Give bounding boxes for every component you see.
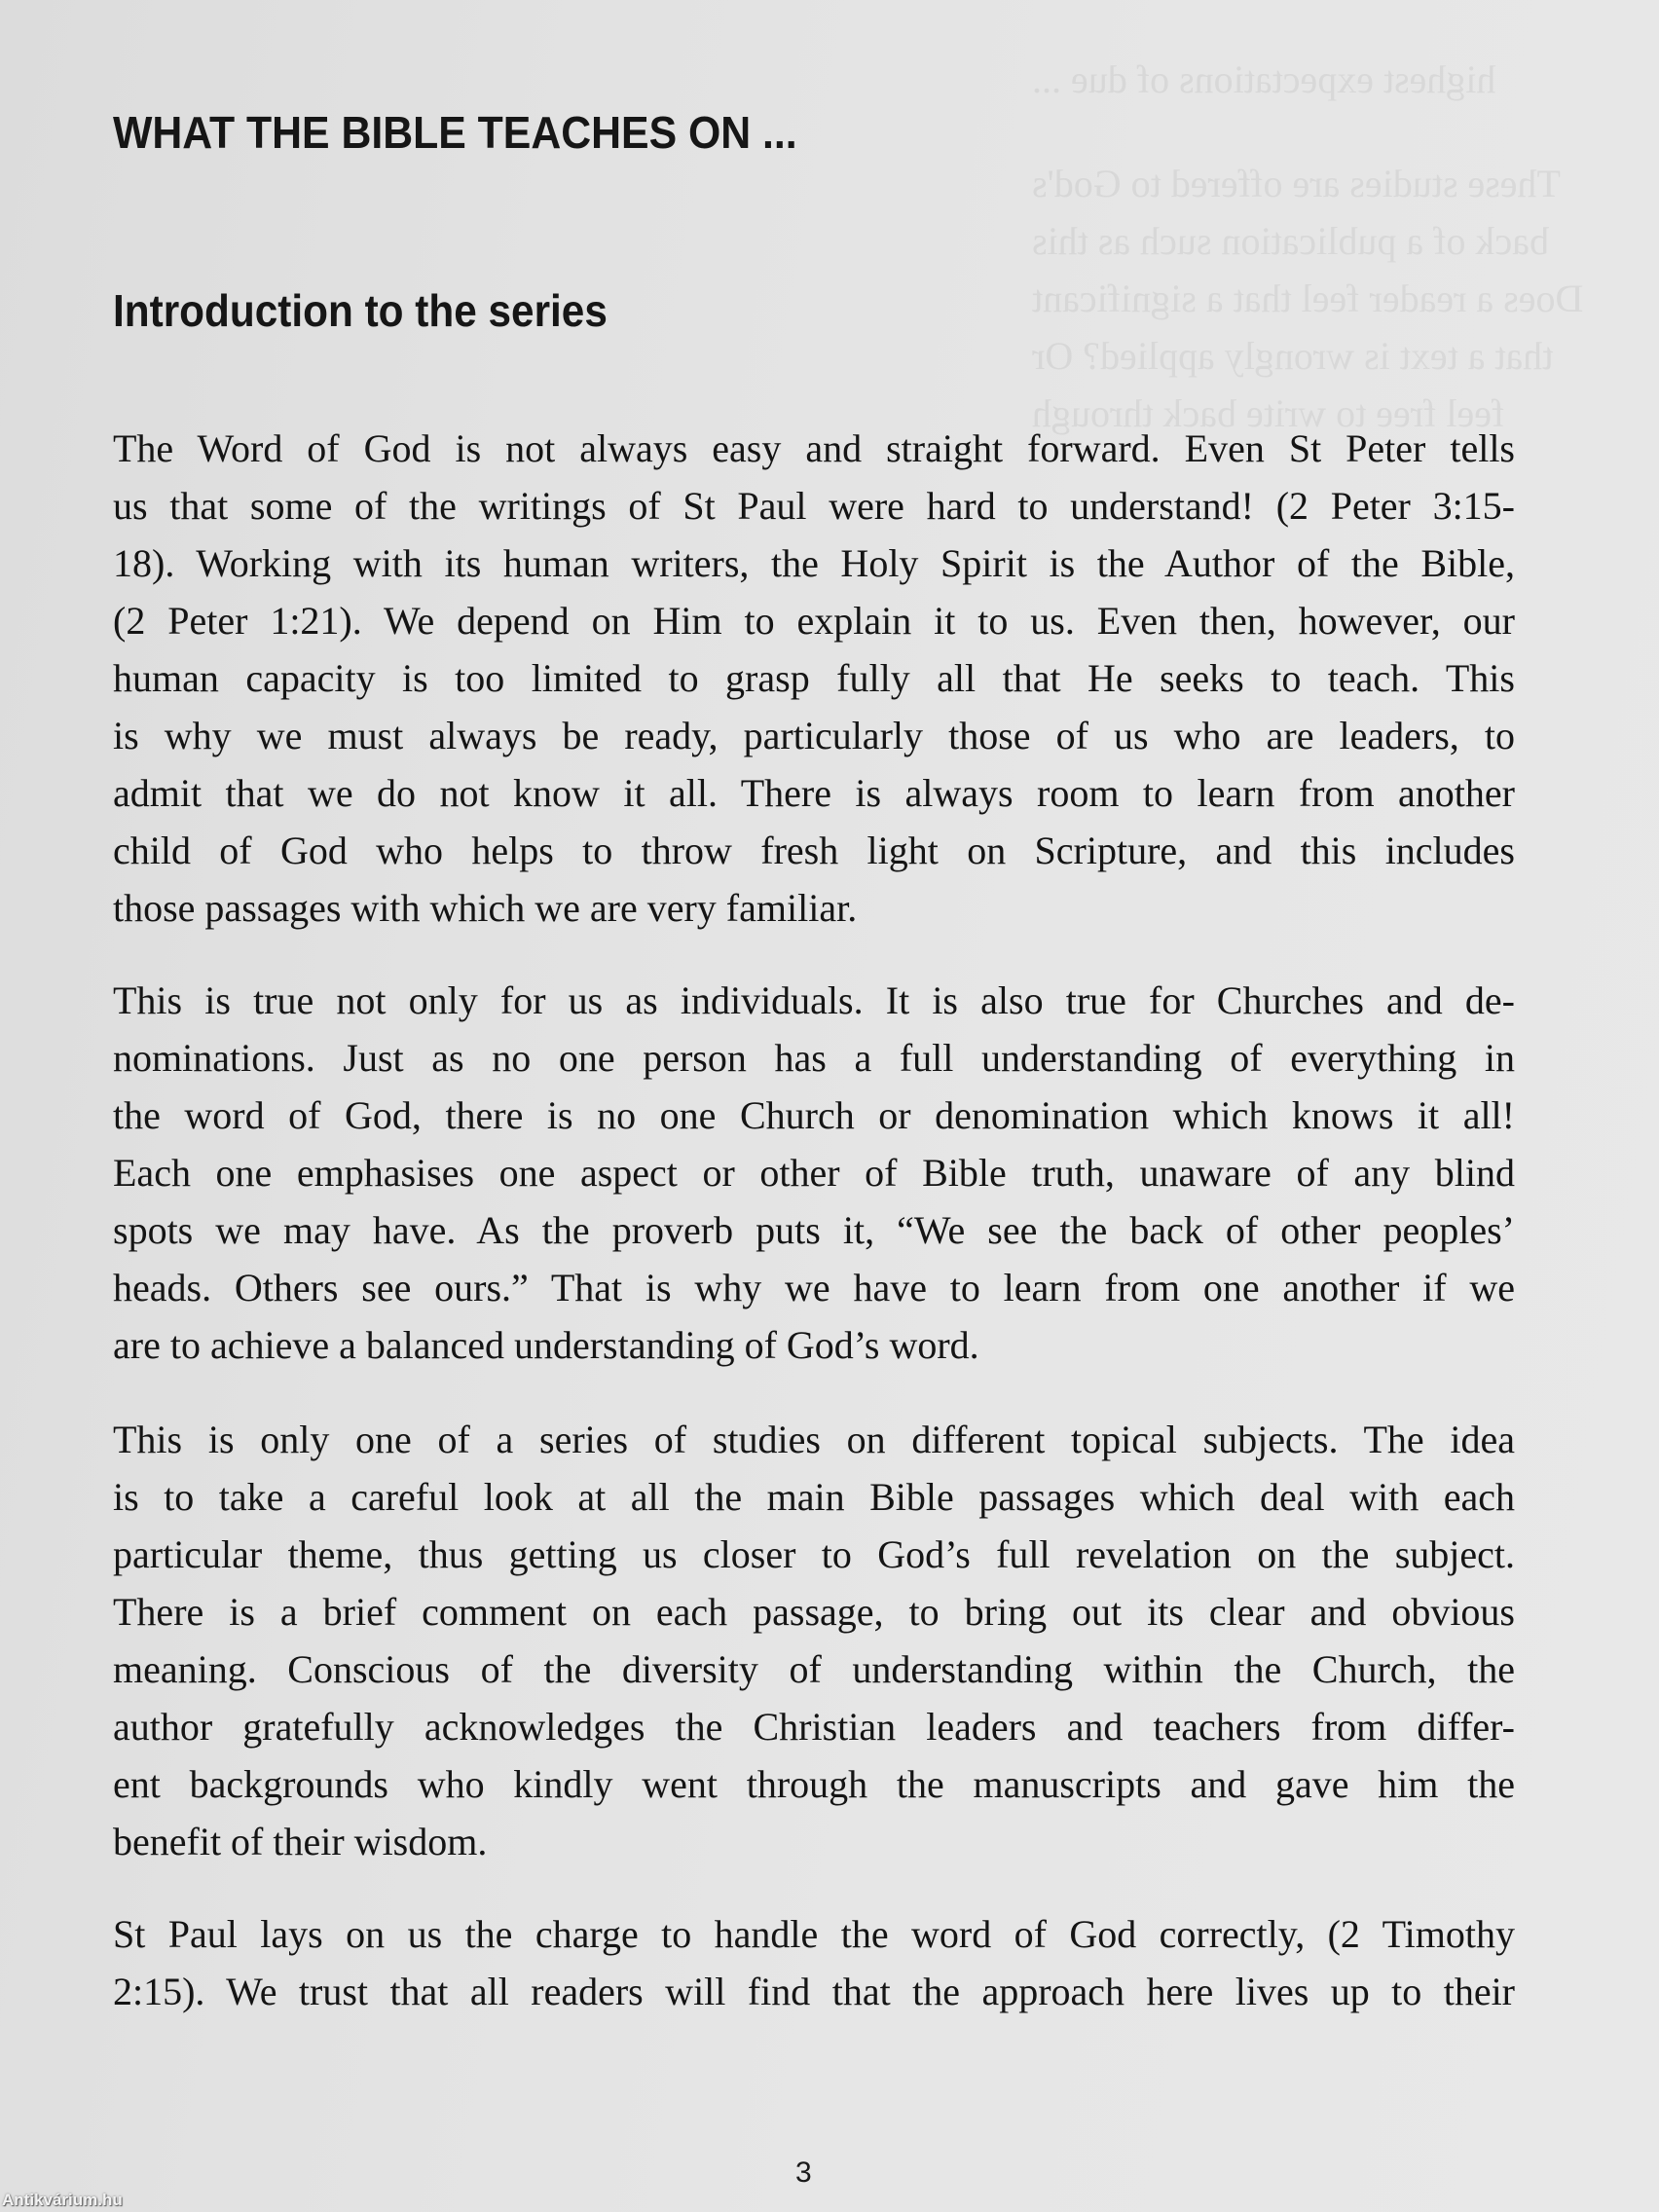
text-line: heads. Others see ours.” That is why we have to learn from one another if we: [113, 1266, 1515, 1309]
text-line: benefit of their wisdom.: [113, 1820, 488, 1863]
show-through-text: highest expectations of due ...: [1032, 57, 1496, 101]
text-line: 2:15). We trust that all readers will find that the approach here lives up to their: [113, 1970, 1515, 2013]
show-through-text: feel free to write back through: [1032, 391, 1505, 435]
text-line: is to take a careful look at all the main Bible passages which deal with each: [113, 1475, 1515, 1519]
text-line: St Paul lays on us the charge to handle the word of God correctly, (2 Timothy: [113, 1912, 1515, 1956]
text-line: child of God who helps to throw fresh light on Scripture, and this includes: [113, 829, 1515, 872]
text-line: meaning. Conscious of the diversity of understanding within the Church, the: [113, 1647, 1515, 1691]
text-line: those passages with which we are very familiar.: [113, 886, 858, 930]
text-line: This is only one of a series of studies on different topical subjects. The idea: [113, 1418, 1515, 1461]
series-title: WHAT THE BIBLE TEACHES ON ...: [113, 106, 797, 158]
text-line: ent backgrounds who kindly went through the manuscripts and gave him the: [113, 1762, 1515, 1806]
show-through-text: Does a reader feel that a significant: [1032, 276, 1584, 320]
text-line: Each one emphasises one aspect or other of Bible truth, unaware of any blind: [113, 1151, 1515, 1195]
text-line: nominations. Just as no one person has a full understanding of everything in: [113, 1036, 1515, 1080]
watermark-logo: Antikvárium.hu: [2, 2191, 123, 2209]
text-line: are to achieve a balanced understanding of God’s word.: [113, 1323, 979, 1367]
show-through-text: These studies are offered to God's: [1032, 162, 1561, 205]
section-title: Introduction to the series: [113, 285, 608, 337]
text-line: the word of God, there is no one Church or denomination which knows it all!: [113, 1093, 1515, 1137]
text-line: This is true not only for us as individuals. It is also true for Churches and de-: [113, 978, 1515, 1022]
text-line: (2 Peter 1:21). We depend on Him to explain it to us. Even then, however, our: [113, 599, 1515, 643]
text-line: There is a brief comment on each passage, to bring out its clear and obvious: [113, 1590, 1515, 1634]
text-line: 18). Working with its human writers, the Holy Spirit is the Author of the Bible,: [113, 541, 1515, 585]
page-number: 3: [795, 2157, 812, 2189]
show-through-text: back of a publication such as this: [1032, 219, 1549, 263]
text-line: particular theme, thus getting us closer to God’s full revelation on the subject.: [113, 1532, 1515, 1576]
show-through-text: that a text is wrongly applied? Or: [1032, 334, 1554, 378]
text-line: us that some of the writings of St Paul were hard to understand! (2 Peter 3:15-: [113, 484, 1515, 528]
text-line: is why we must always be ready, particularly those of us who are leaders, to: [113, 714, 1515, 757]
text-line: spots we may have. As the proverb puts it, “We see the back of other peoples’: [113, 1208, 1515, 1252]
text-line: author gratefully acknowledges the Christian leaders and teachers from differ-: [113, 1705, 1515, 1749]
text-line: admit that we do not know it all. There is always room to learn from another: [113, 771, 1515, 815]
text-line: The Word of God is not always easy and straight forward. Even St Peter tells: [113, 426, 1515, 470]
text-line: human capacity is too limited to grasp fully all that He seeks to teach. This: [113, 656, 1515, 700]
